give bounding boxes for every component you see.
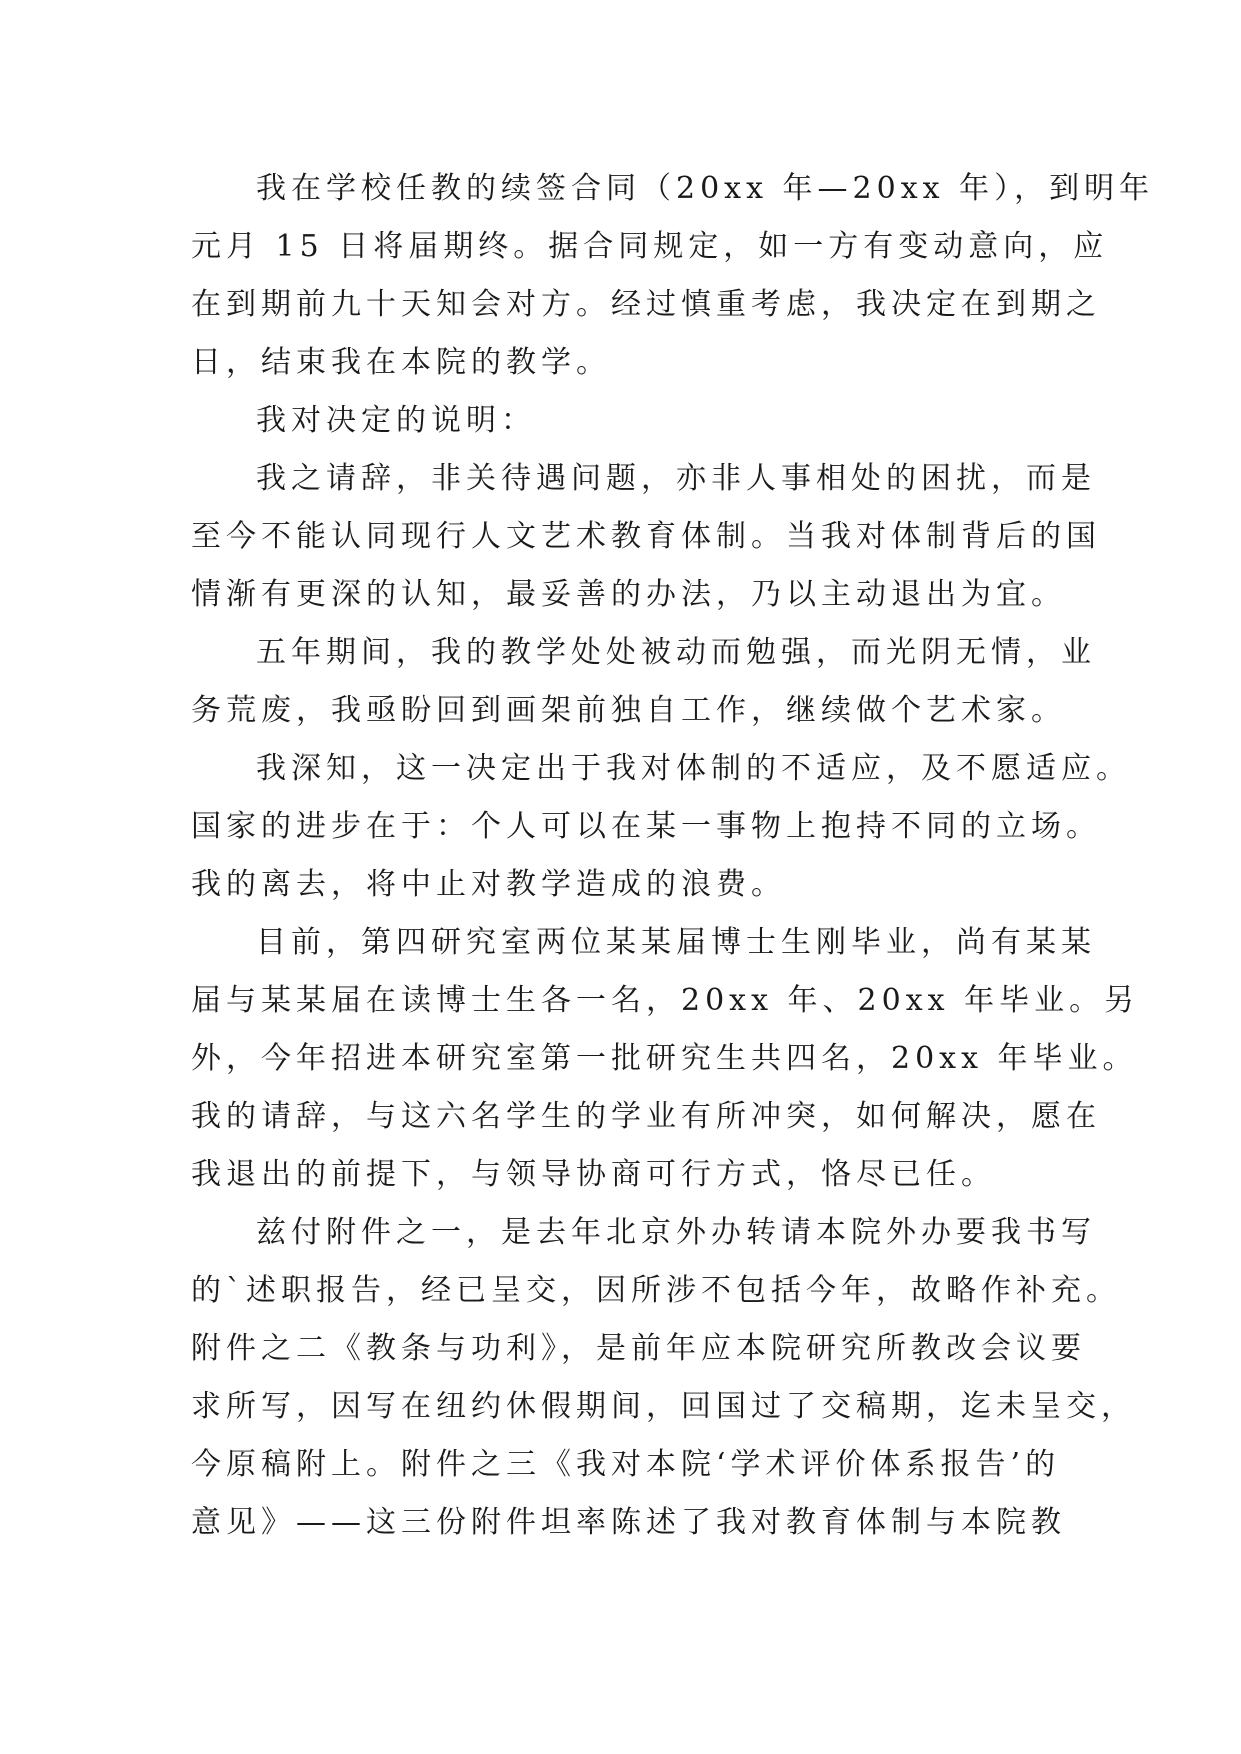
- text-line: 在到期前九十天知会对方。经过慎重考虑，我决定在到期之: [191, 287, 1101, 322]
- text-line: 至今不能认同现行人文艺术教育体制。当我对体制背后的国: [191, 519, 1101, 554]
- text-line: 的`述职报告，经已呈交，因所涉不包括今年，故略作补充。: [191, 1273, 1121, 1308]
- text-line: 目前，第四研究室两位某某届博士生刚毕业，尚有某某: [256, 925, 1096, 960]
- paragraph-4: [191, 624, 1096, 740]
- paragraph-6: [191, 914, 1140, 1204]
- text-line: 我的请辞，与这六名学生的学业有所冲突，如何解决，愿在: [191, 1099, 1101, 1134]
- text-line: 我之请辞，非关待遇问题，亦非人事相处的困扰，而是: [256, 461, 1096, 496]
- text-line: 日，结束我在本院的教学。: [191, 345, 611, 380]
- text-line: 情渐有更深的认知，最妥善的办法，乃以主动退出为宜。: [191, 577, 1066, 612]
- text-line: 兹付附件之一，是去年北京外办转请本院外办要我书写: [256, 1215, 1096, 1250]
- text-line: 今原稿附上。附件之三《我对本院‘学术评价体系报告’的: [191, 1447, 1061, 1482]
- text-line: 国家的进步在于：个人可以在某一事物上抱持不同的立场。: [191, 809, 1101, 844]
- text-line: 附件之二《教条与功利》，是前年应本院研究所教改会议要: [191, 1331, 1086, 1366]
- paragraph-2: [191, 392, 1051, 450]
- text-line: 五年期间，我的教学处处被动而勉强，而光阴无情，业: [256, 635, 1096, 670]
- text-line: 意见》——这三份附件坦率陈述了我对教育体制与本院教: [191, 1505, 1066, 1540]
- text-line: 外，今年招进本研究室第一批研究生共四名，20xx 年毕业。: [191, 1041, 1138, 1076]
- text-line: 务荒废，我亟盼回到画架前独自工作，继续做个艺术家。: [191, 693, 1066, 728]
- text-line: 求所写，因写在纽约休假期间，回国过了交稿期，迄未呈交，: [191, 1389, 1136, 1424]
- paragraph-3: [191, 450, 1101, 624]
- text-line: 我对决定的说明：: [256, 403, 536, 438]
- text-line: 我退出的前提下，与领导协商可行方式，恪尽已任。: [191, 1157, 996, 1192]
- paragraph-5: [191, 740, 1131, 914]
- text-line: 届与某某届在读博士生各一名，20xx 年、20xx 年毕业。另: [191, 983, 1140, 1018]
- text-line: 我在学校任教的续签合同（20xx 年—20xx 年），到明年: [256, 171, 1155, 206]
- text-line: 我深知，这一决定出于我对体制的不适应，及不愿适应。: [256, 751, 1131, 786]
- document-body: [191, 160, 1155, 1552]
- paragraph-1: [191, 160, 1155, 392]
- text-line: 元月 15 日将届期终。据合同规定，如一方有变动意向，应: [191, 229, 1109, 264]
- text-line: 我的离去，将中止对教学造成的浪费。: [191, 867, 786, 902]
- paragraph-7: [191, 1204, 1136, 1552]
